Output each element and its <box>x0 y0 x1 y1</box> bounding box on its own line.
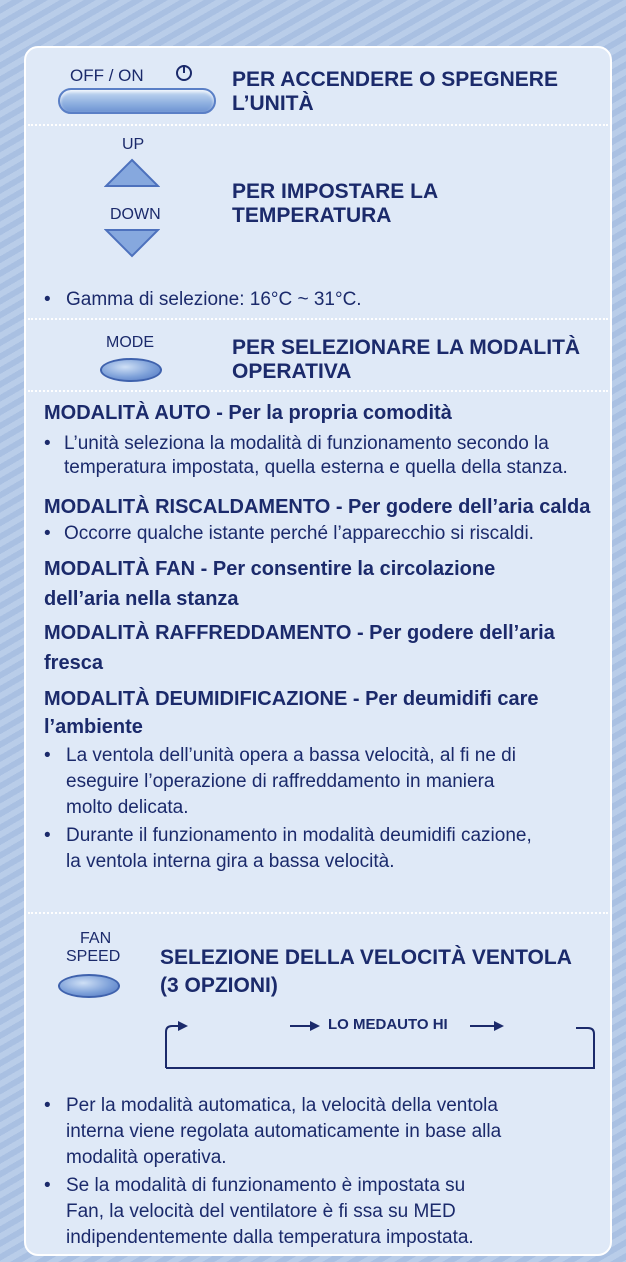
fan-speed-button-label-1: FAN <box>80 930 112 947</box>
onoff-button-label: OFF / ON <box>70 66 144 85</box>
dry-mode-text-2b: la ventola interna gira a bassa velocità. <box>66 851 395 872</box>
fan-speed-text-1c: modalità operativa. <box>66 1147 227 1168</box>
onoff-button[interactable] <box>58 88 216 114</box>
dry-mode-text-1c: molto delicata. <box>66 797 189 818</box>
heat-mode-text: Occorre qualche istante perché l’apparecchio si riscaldi. <box>64 523 534 544</box>
mode-heading-line2: OPERATIVA <box>232 360 352 383</box>
auto-mode-text-2: temperatura impostata, quella esterna e quella della stanza. <box>64 457 568 478</box>
fan-speed-heading-line1: SELEZIONE DELLA VELOCITÀ VENTOLA <box>160 946 572 969</box>
fan-speed-text-1a: Per la modalità automatica, la velocità della ventola <box>66 1095 498 1116</box>
temperature-heading-line2: TEMPERATURA <box>232 204 392 227</box>
bullet: • <box>44 433 51 454</box>
dry-mode-text-2a: Durante il funzionamento in modalità deumidifi cazione, <box>66 825 532 846</box>
bullet: • <box>44 289 51 310</box>
up-arrow-icon <box>104 158 160 188</box>
temperature-heading-line1: PER IMPOSTARE LA <box>232 180 439 203</box>
bullet: • <box>44 523 51 544</box>
cool-mode-title-1: MODALITÀ RAFFREDDAMENTO - Per godere dell’aria <box>44 622 555 644</box>
dry-mode-text-1b: eseguire l’operazione di raffreddamento in maniera <box>66 771 495 792</box>
mode-heading-line1: PER SELEZIONARE LA MODALITÀ <box>232 336 581 359</box>
up-label: UP <box>122 136 145 153</box>
fan-mode-title-2: dell’aria nella stanza <box>44 588 239 610</box>
divider <box>28 390 608 392</box>
fan-speed-button[interactable] <box>58 974 120 998</box>
fan-mode-title-1: MODALITÀ FAN - Per consentire la circolazione <box>44 558 496 580</box>
bullet: • <box>44 1175 51 1196</box>
dry-mode-title-2: l’ambiente <box>44 716 143 738</box>
power-icon <box>176 65 192 81</box>
down-button[interactable] <box>104 228 160 263</box>
bullet: • <box>44 745 51 766</box>
onoff-heading-line1: PER ACCENDERE O SPEGNERE <box>232 68 558 91</box>
fan-speed-text-2b: Fan, la velocità del ventilatore è fi ssa su MED <box>66 1201 456 1222</box>
fan-speed-text-2a: Se la modalità di funzionamento è impostata su <box>66 1175 466 1196</box>
fan-speed-button-label-2: SPEED <box>66 948 121 965</box>
bullet: • <box>44 1095 51 1116</box>
down-label: DOWN <box>110 206 161 223</box>
heat-mode-title: MODALITÀ RISCALDAMENTO - Per godere dell’aria calda <box>44 496 591 518</box>
mode-button-label: MODE <box>106 334 154 351</box>
onoff-heading-line2: L’UNITÀ <box>232 92 314 115</box>
mode-button[interactable] <box>100 358 162 382</box>
divider <box>28 912 608 914</box>
auto-mode-title: MODALITÀ AUTO - Per la propria comodità <box>44 402 452 424</box>
temperature-range-text: Gamma di selezione: 16°C ~ 31°C. <box>66 289 362 310</box>
fan-speed-cycle-text: LO MEDAUTO HI <box>328 1016 448 1033</box>
divider <box>28 318 608 320</box>
dry-mode-title-1: MODALITÀ DEUMIDIFICAZIONE - Per deumidifi care <box>44 688 539 710</box>
fan-speed-heading-line2: (3 OPZIONI) <box>160 974 278 997</box>
auto-mode-text-1: L’unità seleziona la modalità di funzionamento secondo la <box>64 433 549 454</box>
bullet: • <box>44 825 51 846</box>
dry-mode-text-1a: La ventola dell’unità opera a bassa velocità, al fi ne di <box>66 745 516 766</box>
fan-speed-text-2c: indipendentemente dalla temperatura impostata. <box>66 1227 474 1248</box>
cool-mode-title-2: fresca <box>44 652 103 674</box>
divider <box>28 124 608 126</box>
down-arrow-icon <box>104 228 160 258</box>
fan-speed-text-1b: interna viene regolata automaticamente in base alla <box>66 1121 502 1142</box>
up-button[interactable] <box>104 158 160 193</box>
